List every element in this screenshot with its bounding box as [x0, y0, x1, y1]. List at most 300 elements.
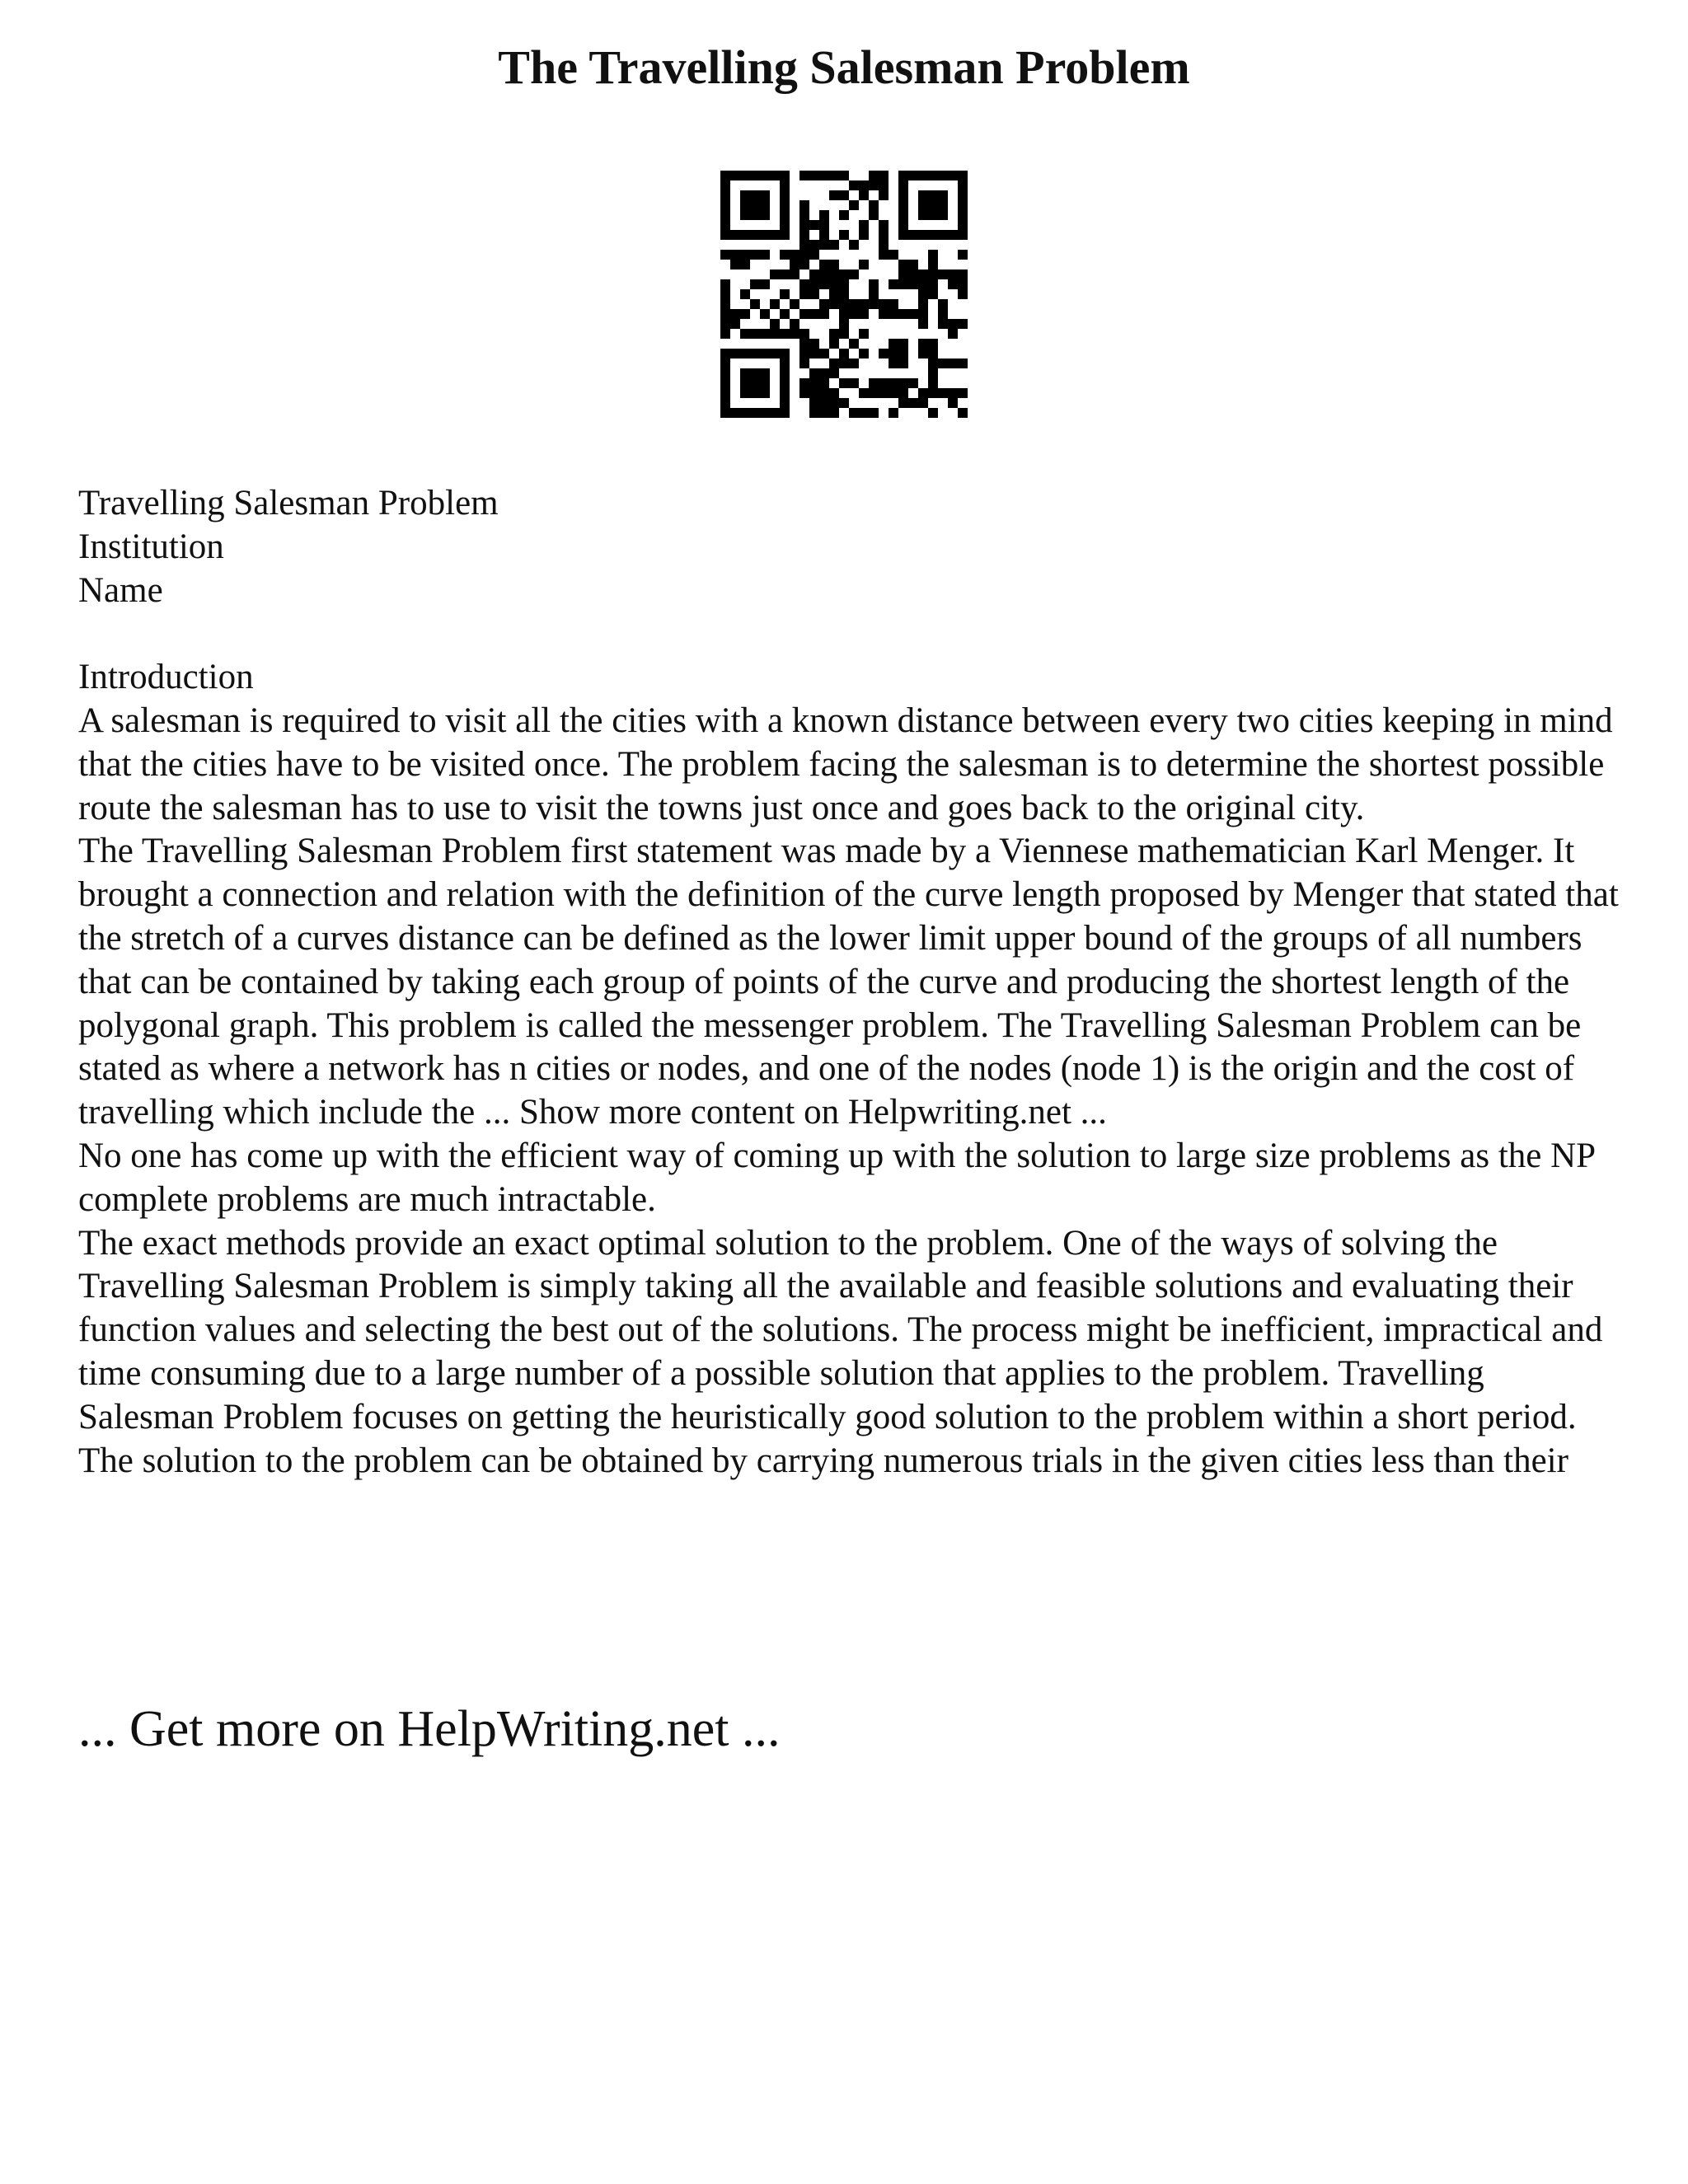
- qr-code-icon: [720, 171, 968, 418]
- document-subtitle: Travelling Salesman Problem: [78, 484, 499, 523]
- qr-module: [908, 230, 918, 240]
- qr-module: [809, 250, 819, 260]
- qr-module: [948, 279, 958, 289]
- qr-module: [720, 408, 730, 418]
- qr-module: [898, 180, 908, 190]
- qr-module: [780, 329, 790, 339]
- qr-module: [819, 388, 829, 398]
- qr-module: [839, 190, 849, 200]
- qr-module: [928, 200, 938, 210]
- qr-module: [829, 388, 839, 398]
- qr-module: [720, 180, 730, 190]
- qr-module: [898, 279, 908, 289]
- qr-module: [740, 329, 750, 339]
- qr-module: [760, 408, 770, 418]
- qr-module: [879, 388, 889, 398]
- qr-module: [948, 398, 958, 408]
- qr-module: [740, 309, 750, 319]
- qr-module: [869, 171, 879, 180]
- qr-module: [839, 279, 849, 289]
- qr-module: [849, 240, 859, 250]
- qr-module: [780, 269, 790, 279]
- qr-module: [859, 260, 869, 269]
- qr-module: [879, 180, 889, 190]
- qr-module: [760, 250, 770, 260]
- qr-module: [839, 299, 849, 309]
- qr-module: [809, 240, 819, 250]
- qr-module: [898, 220, 908, 230]
- institution-line: Institution: [78, 527, 224, 566]
- qr-module: [849, 339, 859, 349]
- qr-module: [750, 210, 760, 220]
- qr-module: [740, 378, 750, 388]
- qr-module: [819, 279, 829, 289]
- qr-module: [869, 388, 879, 398]
- qr-module: [839, 210, 849, 220]
- qr-module: [958, 269, 968, 279]
- qr-module: [799, 279, 809, 289]
- qr-module: [750, 378, 760, 388]
- qr-module: [740, 190, 750, 200]
- qr-module: [720, 250, 730, 260]
- qr-module: [908, 279, 918, 289]
- qr-module: [730, 408, 740, 418]
- qr-module: [799, 388, 809, 398]
- qr-module: [809, 279, 819, 289]
- qr-module: [928, 349, 938, 359]
- qr-module: [760, 368, 770, 378]
- qr-module: [740, 210, 750, 220]
- qr-module: [799, 210, 809, 220]
- qr-module: [948, 388, 958, 398]
- qr-module: [928, 190, 938, 200]
- qr-module: [908, 309, 918, 319]
- qr-module: [760, 309, 770, 319]
- qr-module: [928, 210, 938, 220]
- qr-module: [750, 388, 760, 398]
- qr-module: [790, 329, 799, 339]
- qr-module: [720, 200, 730, 210]
- qr-module: [750, 279, 760, 289]
- qr-module: [889, 378, 898, 388]
- qr-module: [720, 388, 730, 398]
- qr-module: [859, 349, 869, 359]
- qr-module: [780, 368, 790, 378]
- qr-module: [948, 269, 958, 279]
- qr-module: [898, 359, 908, 368]
- qr-module: [918, 319, 928, 329]
- qr-module: [938, 269, 948, 279]
- qr-module: [918, 309, 928, 319]
- qr-module: [938, 230, 948, 240]
- qr-module: [799, 349, 809, 359]
- qr-module: [958, 200, 968, 210]
- qr-module: [760, 200, 770, 210]
- qr-module: [958, 289, 968, 299]
- qr-module: [839, 398, 849, 408]
- qr-module: [740, 260, 750, 269]
- qr-module: [879, 220, 889, 230]
- qr-module: [720, 319, 730, 329]
- qr-module: [720, 220, 730, 230]
- paragraph: The Travelling Salesman Problem first statement was made by a Viennese mathematician Karl Menger. It brought a connection and relation with the definition of the curve length proposed by Menger that stated that the stretch of a curves distance can be defined as the lower limit upper bound of the groups of all numbers that can be contained by taking each group of points of the curve and producing the shortest length of the polygonal graph. This problem is called the messenger problem. The Travelling Salesman Problem can be stated as where a network has n cities or nodes, and one of the nodes (node 1) is the origin and the cost of travelling which include the ... Show more content on Helpwriting.net ...: [78, 832, 1619, 1132]
- qr-module: [839, 309, 849, 319]
- qr-module: [879, 309, 889, 319]
- qr-module: [790, 299, 799, 309]
- qr-module: [750, 408, 760, 418]
- qr-module: [799, 309, 809, 319]
- qr-module: [839, 329, 849, 339]
- qr-module: [799, 240, 809, 250]
- qr-module: [958, 190, 968, 200]
- qr-module: [928, 359, 938, 368]
- qr-module: [829, 408, 839, 418]
- get-more-link[interactable]: ... Get more on HelpWriting.net ...: [78, 1701, 781, 1757]
- qr-module: [928, 279, 938, 289]
- qr-module: [760, 388, 770, 398]
- qr-module: [898, 200, 908, 210]
- qr-module: [750, 299, 760, 309]
- qr-module: [928, 289, 938, 299]
- qr-module: [780, 230, 790, 240]
- qr-module: [958, 279, 968, 289]
- qr-module: [849, 299, 859, 309]
- qr-module: [908, 398, 918, 408]
- qr-module: [720, 171, 730, 180]
- qr-module: [849, 269, 859, 279]
- qr-module: [918, 299, 928, 309]
- qr-module: [859, 180, 869, 190]
- qr-module: [938, 190, 948, 200]
- qr-module: [958, 388, 968, 398]
- qr-module: [918, 339, 928, 349]
- qr-module: [770, 269, 780, 279]
- qr-module: [799, 220, 809, 230]
- qr-module: [958, 250, 968, 260]
- qr-module: [770, 408, 780, 418]
- qr-module: [740, 388, 750, 398]
- qr-module: [730, 250, 740, 260]
- qr-module: [720, 190, 730, 200]
- qr-module: [750, 250, 760, 260]
- qr-module: [898, 309, 908, 319]
- qr-module: [740, 349, 750, 359]
- qr-module: [859, 388, 869, 398]
- qr-module: [799, 289, 809, 299]
- qr-module: [780, 289, 790, 299]
- qr-module: [780, 388, 790, 398]
- qr-module: [908, 171, 918, 180]
- qr-module: [819, 408, 829, 418]
- qr-module: [898, 210, 908, 220]
- spacer: [78, 612, 1628, 656]
- qr-module: [740, 250, 750, 260]
- qr-module: [859, 230, 869, 240]
- qr-module: [839, 269, 849, 279]
- qr-module: [829, 339, 839, 349]
- qr-module: [750, 368, 760, 378]
- qr-module: [819, 349, 829, 359]
- qr-module: [809, 408, 819, 418]
- section-heading: Introduction: [78, 658, 254, 697]
- qr-module: [720, 329, 730, 339]
- qr-module: [760, 190, 770, 200]
- qr-module: [958, 171, 968, 180]
- qr-code-graphic: [720, 171, 968, 418]
- qr-module: [809, 398, 819, 408]
- qr-module: [780, 220, 790, 230]
- qr-module: [829, 359, 839, 368]
- qr-module: [730, 260, 740, 269]
- qr-module: [809, 368, 819, 378]
- qr-module: [889, 250, 898, 260]
- qr-module: [750, 190, 760, 200]
- qr-module: [799, 230, 809, 240]
- qr-module: [730, 230, 740, 240]
- qr-module: [849, 200, 859, 210]
- qr-module: [809, 309, 819, 319]
- qr-module: [740, 408, 750, 418]
- qr-module: [780, 408, 790, 418]
- qr-module: [928, 269, 938, 279]
- qr-module: [720, 309, 730, 319]
- qr-module: [948, 230, 958, 240]
- qr-module: [799, 171, 809, 180]
- qr-module: [849, 378, 859, 388]
- qr-module: [938, 359, 948, 368]
- qr-module: [760, 329, 770, 339]
- qr-module: [829, 260, 839, 269]
- qr-module: [720, 299, 730, 309]
- qr-module: [780, 200, 790, 210]
- qr-module: [770, 349, 780, 359]
- qr-module: [799, 359, 809, 368]
- qr-module: [948, 359, 958, 368]
- qr-module: [819, 240, 829, 250]
- qr-module: [898, 398, 908, 408]
- qr-module: [938, 319, 948, 329]
- qr-module: [849, 408, 859, 418]
- qr-module: [819, 398, 829, 408]
- qr-module: [928, 260, 938, 269]
- qr-module: [918, 279, 928, 289]
- qr-module: [948, 171, 958, 180]
- qr-module: [740, 171, 750, 180]
- qr-module: [879, 171, 889, 180]
- qr-module: [720, 210, 730, 220]
- qr-module: [799, 378, 809, 388]
- qr-module: [958, 220, 968, 230]
- qr-module: [730, 319, 740, 329]
- paragraph: No one has come up with the efficient way of coming up with the solution to large size problems as the NP complete problems are much intractable.: [78, 1136, 1595, 1219]
- qr-module: [898, 171, 908, 180]
- qr-module: [889, 299, 898, 309]
- document-body: [78, 482, 1628, 1483]
- qr-module: [750, 230, 760, 240]
- qr-module: [750, 349, 760, 359]
- qr-module: [849, 309, 859, 319]
- qr-module: [809, 388, 819, 398]
- qr-module: [839, 171, 849, 180]
- qr-module: [740, 230, 750, 240]
- qr-module: [869, 378, 879, 388]
- qr-module: [859, 329, 869, 339]
- qr-module: [770, 329, 780, 339]
- qr-module: [770, 171, 780, 180]
- qr-module: [819, 368, 829, 378]
- qr-module: [948, 329, 958, 339]
- qr-module: [898, 230, 908, 240]
- qr-module: [918, 171, 928, 180]
- qr-module: [819, 260, 829, 269]
- qr-module: [760, 378, 770, 388]
- qr-module: [819, 171, 829, 180]
- qr-module: [918, 388, 928, 398]
- qr-module: [799, 329, 809, 339]
- qr-module: [869, 210, 879, 220]
- qr-module: [780, 190, 790, 200]
- qr-module: [790, 319, 799, 329]
- qr-module: [740, 368, 750, 378]
- qr-module: [898, 339, 908, 349]
- qr-module: [790, 260, 799, 269]
- qr-module: [829, 190, 839, 200]
- qr-module: [799, 200, 809, 210]
- qr-module: [879, 250, 889, 260]
- qr-module: [889, 349, 898, 359]
- qr-module: [809, 289, 819, 299]
- qr-module: [780, 210, 790, 220]
- qr-module: [760, 171, 770, 180]
- qr-module: [730, 309, 740, 319]
- qr-module: [819, 299, 829, 309]
- paragraph: The exact methods provide an exact optimal solution to the problem. One of the ways of solving the Travelling Salesman Problem is simply taking all the available and feasible solutions and evaluating their function values and selecting the best out of the solutions. The process might be inefficient, impractical and time consuming due to a large number of a possible solution that applies to the problem. Travelling Salesman Problem focuses on getting the heuristically good solution to the problem within a short period.: [78, 1223, 1603, 1436]
- qr-module: [720, 289, 730, 299]
- qr-module: [869, 180, 879, 190]
- qr-module: [958, 210, 968, 220]
- qr-module: [839, 378, 849, 388]
- qr-module: [889, 279, 898, 289]
- qr-module: [928, 230, 938, 240]
- qr-module: [750, 171, 760, 180]
- qr-module: [780, 359, 790, 368]
- paragraph: The solution to the problem can be obtained by carrying numerous trials in the given cities less than their: [78, 1441, 1568, 1480]
- qr-module: [869, 289, 879, 299]
- qr-module: [770, 299, 780, 309]
- qr-module: [780, 378, 790, 388]
- qr-module: [879, 230, 889, 240]
- qr-module: [928, 171, 938, 180]
- qr-module: [780, 171, 790, 180]
- qr-module: [938, 388, 948, 398]
- qr-module: [889, 408, 898, 418]
- qr-module: [898, 349, 908, 359]
- qr-module: [809, 269, 819, 279]
- qr-module: [720, 359, 730, 368]
- qr-module: [760, 349, 770, 359]
- qr-module: [809, 349, 819, 359]
- qr-module: [958, 408, 968, 418]
- qr-module: [829, 240, 839, 250]
- qr-module: [908, 378, 918, 388]
- qr-module: [770, 319, 780, 329]
- qr-module: [760, 279, 770, 289]
- qr-module: [918, 398, 928, 408]
- qr-module: [839, 289, 849, 299]
- qr-module: [889, 388, 898, 398]
- qr-module: [760, 230, 770, 240]
- qr-module: [839, 359, 849, 368]
- qr-module: [750, 329, 760, 339]
- qr-module: [879, 349, 889, 359]
- qr-module: [938, 210, 948, 220]
- qr-module: [879, 190, 889, 200]
- qr-module: [819, 269, 829, 279]
- qr-module: [948, 319, 958, 329]
- qr-module: [958, 319, 968, 329]
- qr-module: [859, 299, 869, 309]
- qr-module: [720, 279, 730, 289]
- qr-module: [829, 269, 839, 279]
- qr-module: [898, 190, 908, 200]
- qr-module: [720, 349, 730, 359]
- qr-module: [809, 171, 819, 180]
- qr-module: [898, 378, 908, 388]
- qr-module: [780, 349, 790, 359]
- qr-module: [770, 230, 780, 240]
- qr-module: [928, 388, 938, 398]
- qr-module: [859, 220, 869, 230]
- qr-module: [819, 309, 829, 319]
- qr-module: [720, 230, 730, 240]
- qr-module: [898, 260, 908, 269]
- qr-module: [918, 269, 928, 279]
- qr-module: [780, 398, 790, 408]
- qr-module: [869, 408, 879, 418]
- qr-module: [839, 319, 849, 329]
- qr-module: [938, 309, 948, 319]
- qr-module: [829, 368, 839, 378]
- qr-module: [799, 250, 809, 260]
- qr-module: [928, 339, 938, 349]
- qr-module: [958, 359, 968, 368]
- qr-module: [819, 378, 829, 388]
- qr-module: [829, 299, 839, 309]
- qr-module: [958, 230, 968, 240]
- qr-module: [938, 200, 948, 210]
- qr-module: [918, 230, 928, 240]
- qr-module: [740, 289, 750, 299]
- qr-module: [918, 349, 928, 359]
- qr-module: [720, 398, 730, 408]
- qr-module: [859, 190, 869, 200]
- qr-module: [928, 408, 938, 418]
- qr-module: [849, 180, 859, 190]
- qr-module: [829, 289, 839, 299]
- qr-module: [938, 171, 948, 180]
- qr-module: [908, 269, 918, 279]
- qr-module: [780, 180, 790, 190]
- qr-module: [839, 230, 849, 240]
- qr-module: [809, 378, 819, 388]
- qr-module: [928, 378, 938, 388]
- qr-module: [879, 299, 889, 309]
- paragraph: A salesman is required to visit all the cities with a known distance between every two cities keeping in mind that the cities have to be visited once. The problem facing the salesman is to determine the shortest possible route the salesman has to use to visit the towns just once and goes back to the original city.: [78, 701, 1613, 827]
- qr-module: [918, 289, 928, 299]
- qr-module: [829, 171, 839, 180]
- qr-module: [918, 210, 928, 220]
- qr-module: [819, 210, 829, 220]
